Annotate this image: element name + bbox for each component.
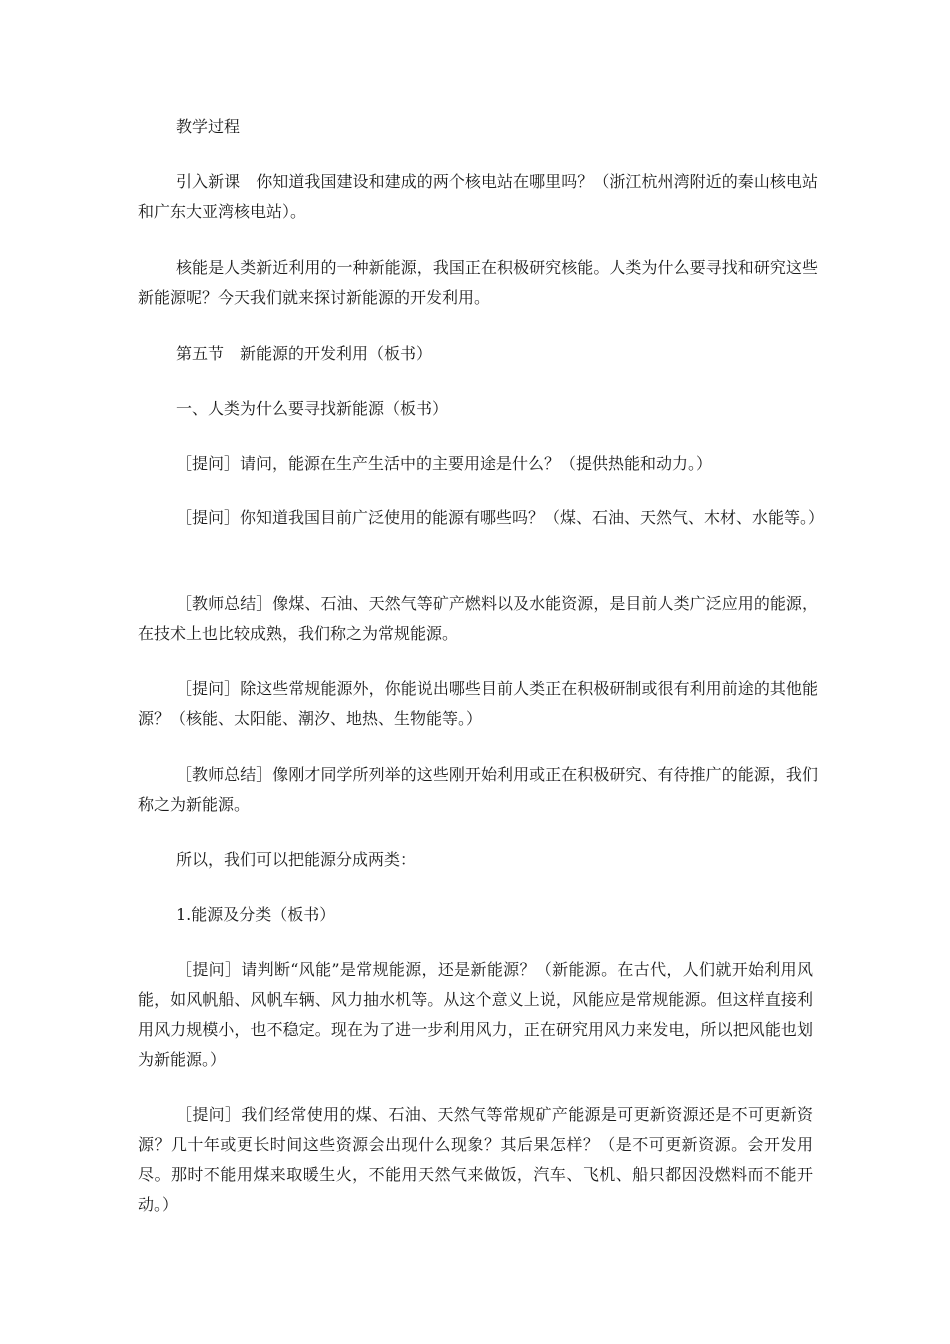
subsection-heading: 一、人类为什么要寻找新能源（板书）	[176, 399, 449, 418]
paragraph-teaching-process: 教学过程	[176, 117, 241, 136]
paragraph-summary-2: ［教师总结］像刚才同学所列举的这些刚开始利用或正在积极研究、有待推广的能源，我们称之为新能源。	[138, 765, 818, 814]
paragraph-question-2: ［提问］你知道我国目前广泛使用的能源有哪些吗？（煤、石油、天然气、木材、水能等。）	[176, 508, 825, 527]
paragraph-conclusion: 所以，我们可以把能源分成两类：	[176, 850, 417, 869]
paragraph-question-1: ［提问］请问，能源在生产生活中的主要用途是什么？（提供热能和动力。）	[176, 454, 713, 473]
paragraph-question-renewable: ［提问］我们经常使用的煤、石油、天然气等常规矿产能源是可更新资源还是不可更新资源？几十年或更长时间这些资源会出现什么现象？其后果怎样？（是不可更新资源。会开发用尽。那时不能用煤来取暖生火，不能用天然气来做饭，汽车、飞机、船只都因没燃料而不能开动。）	[138, 1105, 813, 1214]
section-heading: 第五节 新能源的开发利用（板书）	[176, 344, 433, 363]
paragraph-summary-1: ［教师总结］像煤、石油、天然气等矿产燃料以及水能资源，是目前人类广泛应用的能源，在技术上也比较成熟，我们称之为常规能源。	[138, 594, 818, 643]
paragraph-question-wind: ［提问］请判断“风能”是常规能源，还是新能源？（新能源。在古代，人们就开始利用风能，如风帆船、风帆车辆、风力抽水机等。从这个意义上说，风能应是常规能源。但这样直接利用风力规模小，也不稳定。现在为了进一步利用风力，正在研究用风力来发电，所以把风能也划为新能源。）	[138, 960, 813, 1069]
paragraph-intro: 引入新课 你知道我国建设和建成的两个核电站在哪里吗？（浙江杭州湾附近的秦山核电站和广东大亚湾核电站）。	[138, 172, 818, 221]
paragraph-question-3: ［提问］除这些常规能源外，你能说出哪些目前人类正在积极研制或很有利用前途的其他能源？（核能、太阳能、潮汐、地热、生物能等。）	[138, 679, 818, 728]
list-item-heading: 1.能源及分类（板书）	[176, 905, 336, 924]
paragraph-nuclear-energy: 核能是人类新近利用的一种新能源，我国正在积极研究核能。人类为什么要寻找和研究这些新能源呢？今天我们就来探讨新能源的开发利用。	[138, 258, 818, 307]
